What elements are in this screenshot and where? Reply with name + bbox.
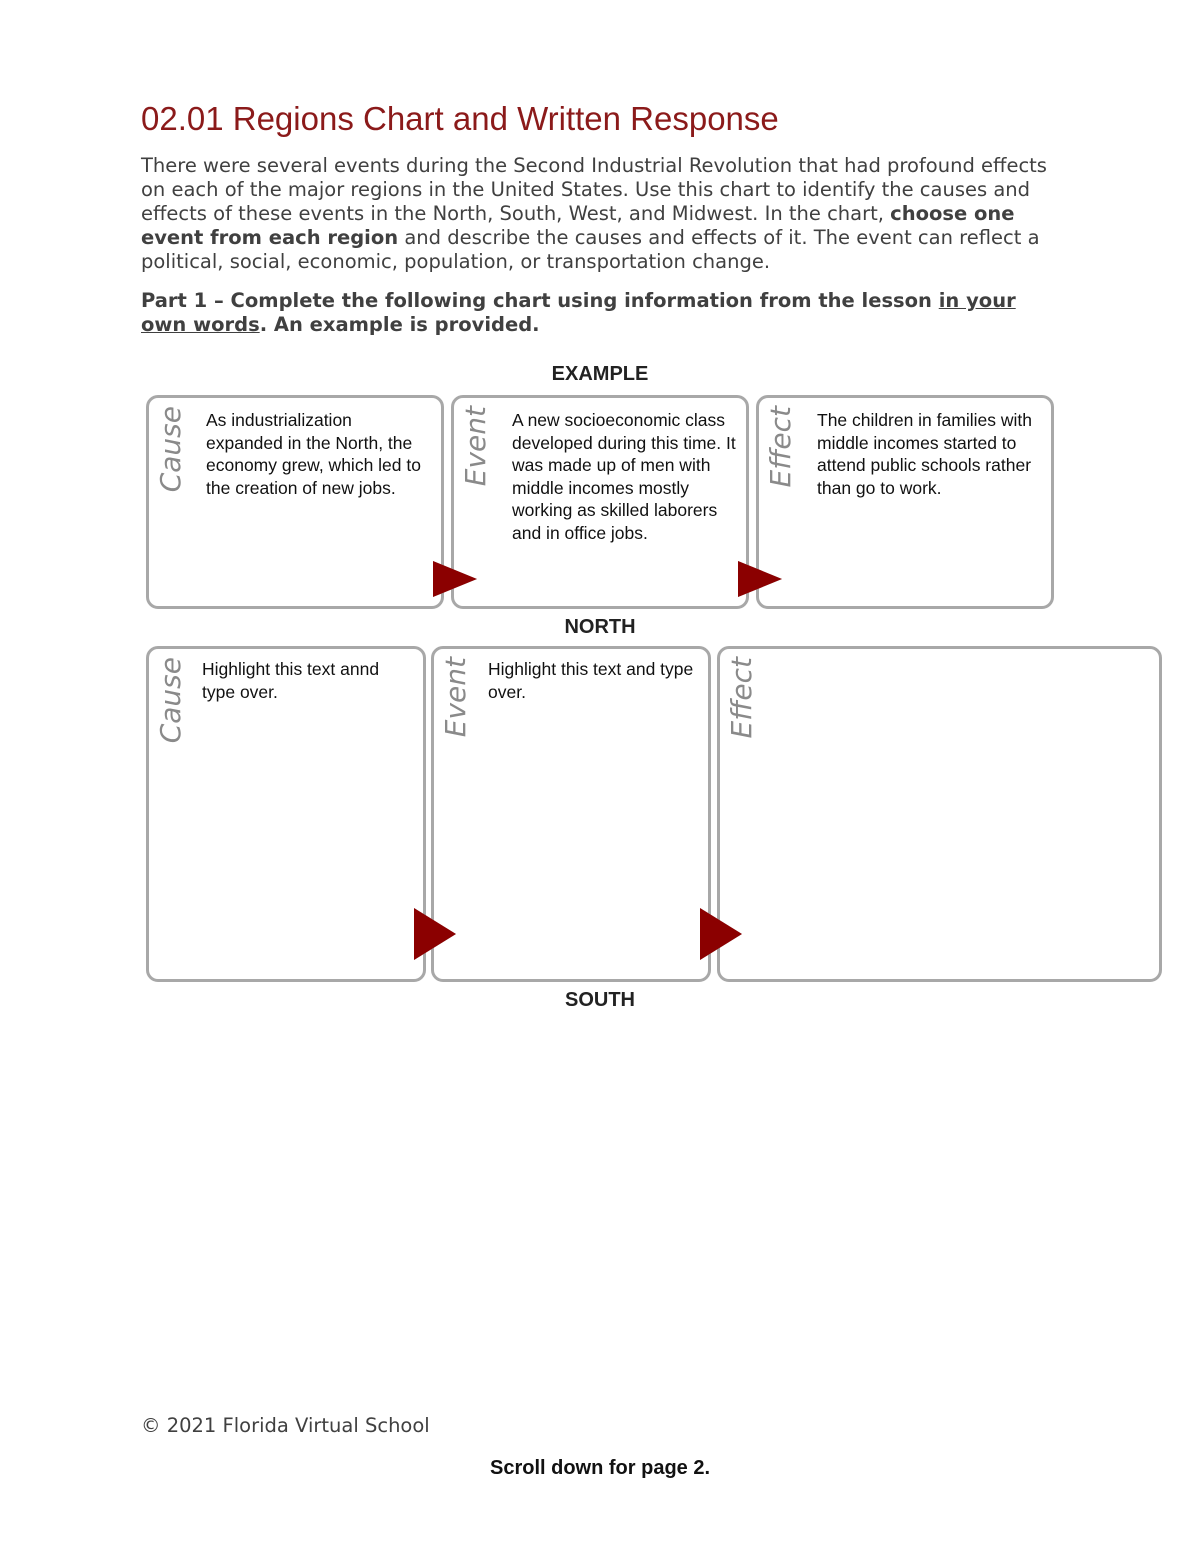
example-event-card [451, 395, 749, 609]
south-cause-card[interactable] [146, 646, 426, 982]
copyright-footer: © 2021 Florida Virtual School [141, 1414, 430, 1437]
effect-label: Effect [725, 657, 758, 739]
event-label: Event [439, 657, 472, 738]
south-event-card[interactable] [431, 646, 711, 982]
arrow-right-icon [738, 561, 782, 597]
region-label-south: SOUTH [565, 989, 635, 1011]
south-event-field[interactable]: Highlight this text and type over. [488, 659, 694, 702]
arrow-right-icon [433, 561, 477, 597]
intro-text-b: and describe the causes and effects of it. The event can reflect a political, social, economic, population, or transportation change. [141, 226, 1040, 273]
south-cause-field[interactable]: Highlight this text annd type over. [202, 659, 380, 702]
example-effect-text: The children in families with middle incomes started to attend public schools rather than go to work. [817, 410, 1032, 498]
intro-bold-text: choose one event from each region [141, 202, 1015, 249]
page-title: 02.01 Regions Chart and Written Response [141, 100, 779, 137]
region-label-north: NORTH [564, 616, 636, 638]
arrow-right-icon [414, 908, 456, 960]
effect-label: Effect [764, 406, 797, 488]
example-cause-text: As industrialization expanded in the North, the economy grew, which led to the creation of new jobs. [206, 410, 421, 498]
part1-underlined: in your own words [141, 289, 1016, 336]
event-label: Event [459, 406, 492, 487]
arrow-right-icon [700, 908, 742, 960]
example-cause-card [146, 395, 444, 609]
part1-lead: Part 1 – Complete the following chart using information from the lesson [141, 289, 939, 312]
south-effect-card[interactable] [717, 646, 1162, 982]
scroll-note: Scroll down for page 2. [489, 1457, 711, 1479]
cause-label: Cause [154, 657, 187, 744]
cause-label: Cause [154, 406, 187, 493]
example-effect-card [756, 395, 1054, 609]
part1-tail: . An example is provided. [259, 313, 540, 336]
intro-paragraph [141, 154, 1061, 274]
part1-instructions [141, 289, 1041, 337]
example-heading: EXAMPLE [551, 363, 649, 385]
example-event-text: A new socioeconomic class developed during this time. It was made up of men with middle incomes mostly working as skilled laborers and in office jobs. [512, 410, 736, 543]
intro-text-a: There were several events during the Second Industrial Revolution that had profound effects on each of the major regions in the United States. Use this chart to identify the causes and effects of these events in the North, South, West, and Midwest. In the chart, [141, 154, 1047, 225]
